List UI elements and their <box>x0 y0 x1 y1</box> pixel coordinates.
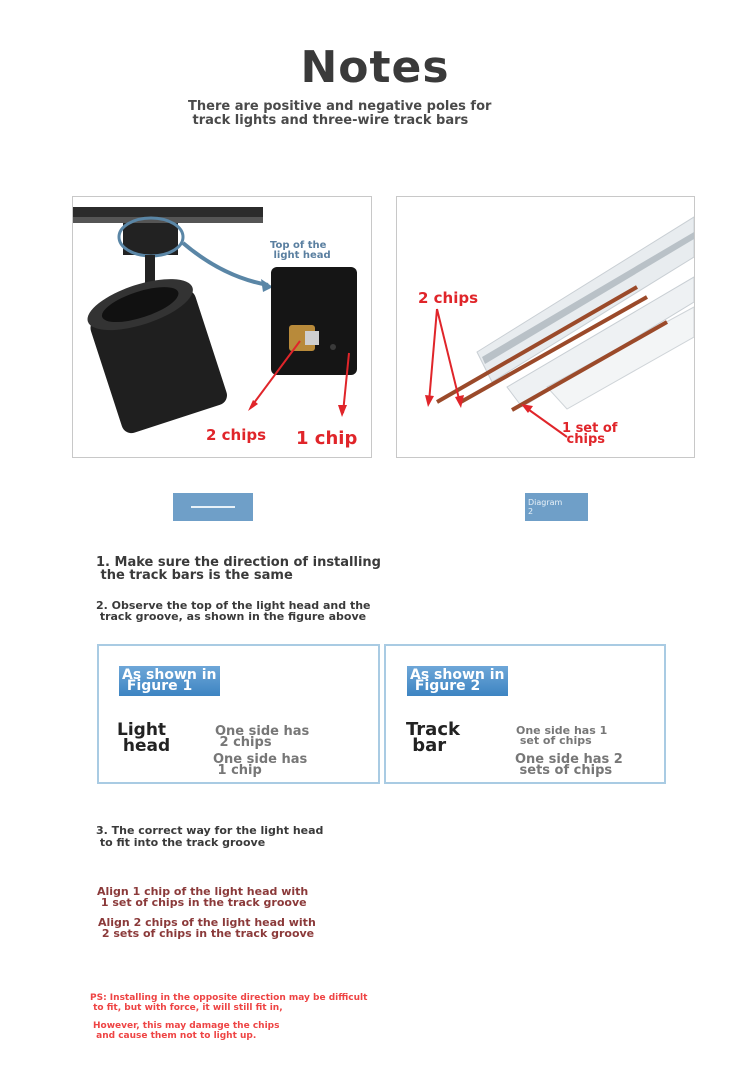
light-head-title: Light head <box>117 720 171 756</box>
track-bar-side-2: One side has 2 sets of chips <box>515 752 623 778</box>
one-chip-label: 1 chip <box>296 428 358 449</box>
figure-1-badge: As shown in Figure 1 <box>119 666 220 696</box>
ps-note-2: However, this may damage the chips and cause them not to light up. <box>93 1021 280 1041</box>
track-one-set-label: 1 set of chips <box>562 421 618 447</box>
step-3-text: 3. The correct way for the light head to fit into the track groove <box>96 824 324 849</box>
step-1-text: 1. Make sure the direction of installing the track bars is the same <box>96 555 381 583</box>
ps-note-1: PS: Installing in the opposite direction may be difficult to fit, but with force, it will still fit in, <box>90 993 368 1013</box>
light-head-illustration <box>73 197 371 457</box>
align-two-chips-text: Align 2 chips of the light head with 2 sets of chips in the track groove <box>98 916 316 940</box>
track-bar-summary-box <box>384 644 666 784</box>
track-bar-title: Track bar <box>406 719 460 756</box>
track-bar-side-1: One side has 1 set of chips <box>516 724 608 747</box>
light-head-side-2: One side has 1 chip <box>213 752 308 778</box>
figure-2-badge: As shown in Figure 2 <box>407 666 508 696</box>
figure-1-tag <box>173 493 253 521</box>
top-of-light-head-label: Top of the light head <box>270 240 331 261</box>
figure-2-track-bar-photo <box>396 196 695 458</box>
track-two-chips-label: 2 chips <box>418 289 479 307</box>
page-title: Notes <box>300 42 450 93</box>
figure-1-light-head-photo <box>72 196 372 458</box>
two-chips-label: 2 chips <box>206 426 267 444</box>
light-head-side-1: One side has 2 chips <box>215 724 310 750</box>
light-head-summary-box <box>97 644 380 784</box>
align-one-chip-text: Align 1 chip of the light head with 1 set of chips in the track groove <box>97 885 309 909</box>
page-subtitle: There are positive and negative poles for track lights and three-wire track bars <box>188 99 492 128</box>
figure-2-tag-text: Diagram 2 <box>528 498 563 516</box>
step-2-text: 2. Observe the top of the light head and the track groove, as shown in the figure above <box>96 599 371 623</box>
figure-2-tag <box>525 493 588 521</box>
track-bar-illustration <box>397 197 694 457</box>
